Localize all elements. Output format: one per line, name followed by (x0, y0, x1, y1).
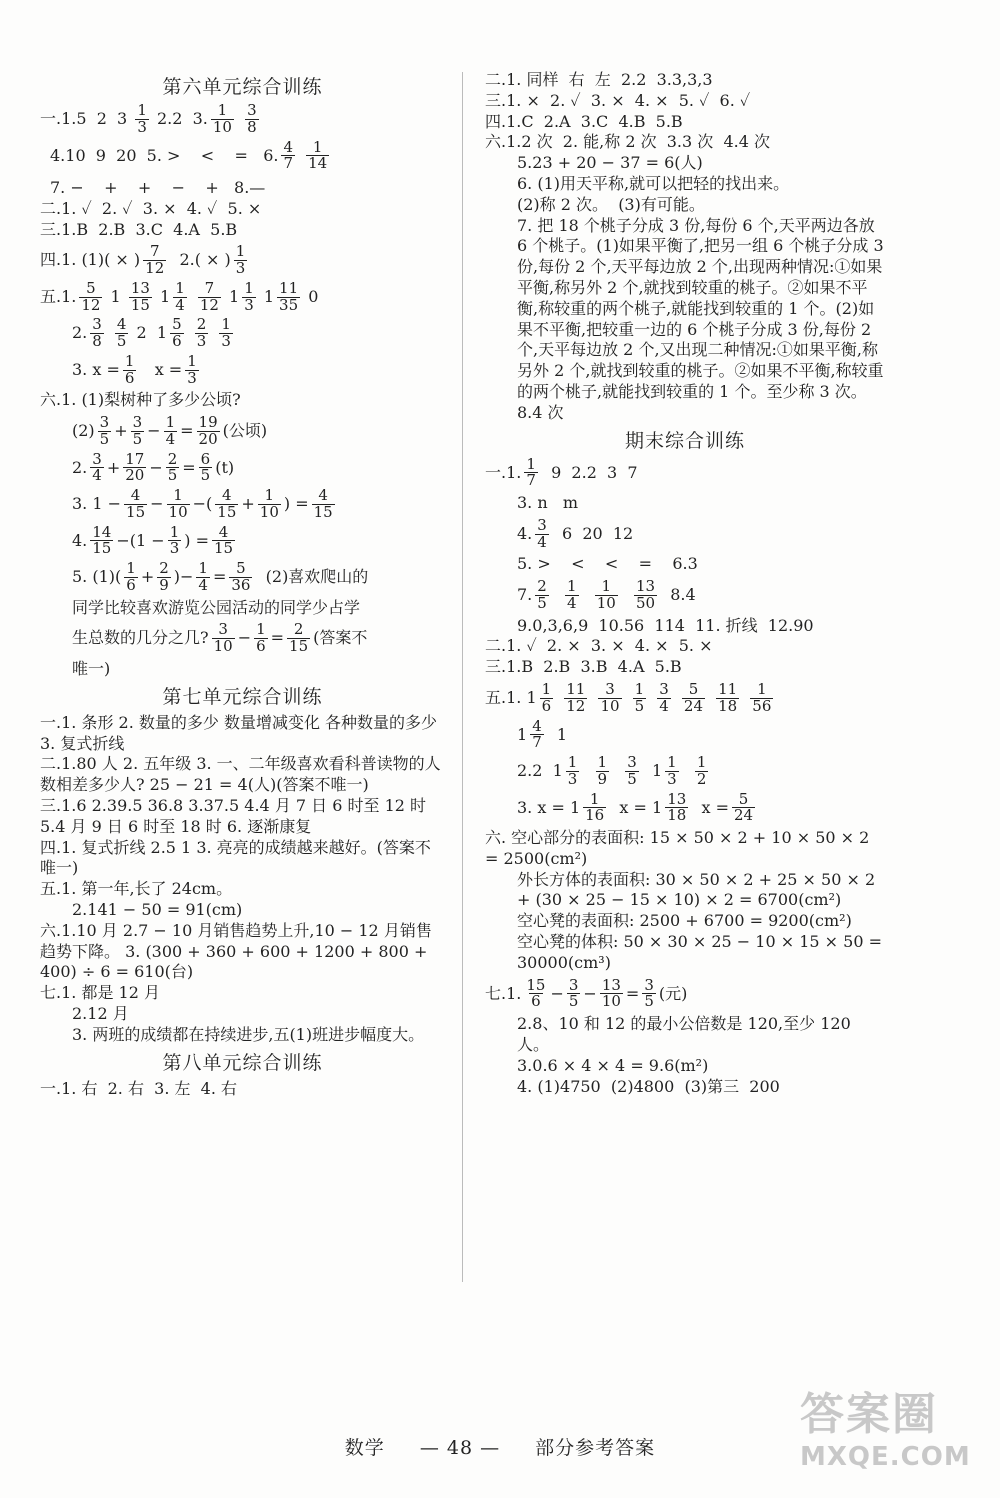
fraction (277, 278, 300, 314)
answer-line: 6. (1)用天平称,就可以把轻的找出来。 (517, 173, 790, 193)
answer-line: 7. $\frac{2}{5}$ $\frac{1}{4}$ $\frac{1}{10}$ $\frac{13}{50}$ 8.4 (517, 577, 696, 612)
section-title-unit6: 第六单元综合训练 (162, 76, 323, 98)
numerator: 3 (537, 515, 547, 534)
numerator: 1 (566, 577, 577, 596)
fraction (695, 755, 709, 788)
denominator: 4 (92, 466, 102, 485)
answer-line: 三.1.B 2.B 3.B 4.A 5.B (485, 657, 682, 677)
denominator: 10 (600, 696, 620, 715)
denominator: 9 (597, 769, 608, 788)
numerator: 1 (217, 101, 228, 119)
answer-line: 4. $\frac{3}{4}$ 6 20 12 (517, 515, 634, 551)
watermark-text: 答案圈 (800, 1389, 938, 1440)
fraction (196, 561, 210, 594)
denominator: 3 (667, 769, 677, 788)
denominator: 8 (247, 117, 257, 136)
denominator: 10 (601, 992, 621, 1011)
answer-line: 3. x = $\frac{1}{6}$ x = $\frac{1}{3}$ (72, 351, 197, 387)
fraction (199, 449, 213, 485)
answer-line: 六.1.10 月 2.7 − 10 月销售趋势上升,10 − 12 月销售趋势下降。 3. (300 + 360 + 600 + 1200 + 800 + 400) ÷ 6 = 610(台) (40, 920, 432, 982)
answer-line: 七.1. $\frac{15}{6}$ − $\frac{3}{5}$ − $\frac{13}{10}$ = $\frac{3}{5}$ (元) (485, 975, 688, 1011)
fraction (535, 579, 549, 612)
fraction (567, 975, 581, 1011)
answer-line: 五.1. $\frac{5}{12}$ 1 $\frac{13}{15}$ 1 $\frac{1}{4}$ $\frac{7}{12}$ 1 $\frac{1}{3}$ 1 $\frac{11}{35}$ 0 (40, 278, 319, 314)
answer-line: 同学比较喜欢游览公园活动的同学少占学 (72, 597, 361, 617)
denominator: 35 (279, 295, 299, 314)
fraction (306, 137, 329, 173)
fraction (524, 454, 538, 490)
denominator: 3 (567, 769, 578, 788)
fraction (164, 415, 178, 448)
numerator: 1 (634, 680, 645, 699)
answer-line: 二.1. 同样 右 左 2.2 3.3,3,3 (485, 70, 713, 89)
fraction (625, 755, 639, 788)
denominator: 2 (696, 769, 707, 788)
fraction (633, 682, 647, 715)
fraction (90, 522, 113, 558)
numerator: 3 (92, 315, 102, 334)
fraction (254, 622, 268, 655)
answer-line: 三.1.6 2.39.5 36.8 3.37.5 4.4 月 7 日 6 时至 12 时 5.4 月 9 日 6 时至 18 时 6. 逐渐康复 (40, 795, 427, 836)
denominator: 24 (683, 696, 704, 715)
answer-line: 一.1.5 2 3 $\frac{1}{3}$ 2.2 3. $\frac{1}{10}$ $\frac{3}{8}$ (40, 101, 257, 136)
fraction (258, 488, 281, 521)
column-divider (462, 72, 463, 1282)
numerator: 1 (541, 680, 552, 699)
fraction (598, 682, 621, 715)
denominator: 5 (132, 429, 143, 448)
fraction (535, 515, 549, 551)
denominator: 16 (585, 806, 605, 825)
numerator: 1 (221, 315, 231, 334)
answer-line: 空心凳的体积: 50 × 30 × 25 − 10 × 15 × 50 = 30000(cm³) (517, 932, 883, 972)
watermark-url: MXQE.COM (800, 1442, 971, 1472)
answer-line: 5.23 + 20 − 37 = 6(人) (517, 153, 703, 173)
answer-line: 5. > < < = 6.3 (517, 554, 698, 574)
answer-line: 8.4 次 (517, 402, 564, 422)
fraction (115, 317, 129, 350)
denominator: 3 (235, 259, 246, 278)
numerator: 3 (132, 413, 143, 432)
numerator: 1 (235, 242, 246, 261)
fraction (229, 561, 252, 594)
numerator: 1 (198, 559, 208, 578)
denominator: 18 (667, 806, 687, 825)
fraction (219, 317, 233, 350)
numerator: 1 (169, 522, 180, 541)
numerator: 7 (149, 242, 160, 261)
denominator: 50 (635, 593, 656, 612)
answer-line: 一.1. 条形 2. 数量的多少 数量增减变化 各种数量的多少 3. 复式折线 (40, 712, 438, 753)
denominator: 3 (221, 332, 231, 351)
denominator: 20 (125, 466, 145, 485)
numerator: 3 (644, 975, 654, 994)
numerator: 1 (126, 559, 136, 578)
denominator: 6 (172, 332, 182, 351)
fraction (168, 522, 182, 558)
fraction (312, 488, 335, 521)
numerator: 6 (200, 449, 211, 468)
denominator: 15 (213, 539, 234, 558)
answer-line: 4. $\frac{14}{15}$ −(1 − $\frac{1}{3}$ ) = $\frac{4}{15}$ (72, 522, 234, 558)
numerator: 1 (256, 620, 266, 639)
answer-line: (2) $\frac{3}{5}$ + $\frac{3}{5}$ − $\frac{1}{4}$ = $\frac{19}{20}$ (公顷) (72, 413, 268, 448)
fraction (211, 103, 234, 136)
answer-line: 五.1. 1 $\frac{1}{6}$ $\frac{11}{12}$ $\frac{3}{10}$ $\frac{1}{5}$ $\frac{3}{4}$ $\frac{5}{24}$ $\frac{11}{18}$ $\frac{1}{56}$ (485, 680, 772, 715)
answer-line: 七.1. 都是 12 月 (40, 983, 160, 1003)
fraction (657, 682, 671, 715)
fraction (287, 622, 310, 655)
fraction (131, 415, 145, 448)
answer-line: 3. 两班的成绩都在持续进步,五(1)班进步幅度大。 (72, 1024, 425, 1044)
numerator: 4 (532, 716, 542, 735)
numerator: 3 (99, 413, 110, 432)
fraction (129, 278, 152, 314)
fraction (245, 103, 259, 136)
denominator: 15 (313, 502, 333, 521)
right-column (485, 70, 885, 1097)
numerator: 4 (130, 486, 141, 505)
answer-line: 3. x = 1 $\frac{1}{16}$ x = 1 $\frac{13}{18}$ x = $\frac{5}{24}$ (517, 789, 754, 825)
fraction (682, 682, 705, 715)
numerator: 2 (196, 315, 207, 334)
numerator: 13 (667, 789, 687, 808)
numerator: 2 (537, 577, 547, 596)
numerator: 11 (718, 680, 738, 699)
answer-line: 二.1. ✓ 2. × 3. × 4. × 5. × (485, 636, 713, 656)
answer-line: 六. 空心部分的表面积: 15 × 50 × 2 + 10 × 50 × 2 = 2500(cm²) (485, 828, 870, 868)
numerator: 3 (627, 753, 637, 772)
denominator: 3 (137, 117, 147, 136)
fraction (123, 449, 146, 485)
answer-line: 3.0.6 × 4 × 4 = 9.6(m²) (517, 1055, 709, 1075)
numerator: 1 (124, 351, 135, 370)
numerator: 1 (667, 753, 677, 772)
fraction (124, 488, 147, 521)
answer-line: 四.1. (1)( × ) $\frac{7}{12}$ 2.( × ) $\frac{1}{3}$ (40, 242, 246, 278)
fraction (215, 488, 238, 521)
denominator: 24 (733, 806, 754, 825)
answer-line: 7. − + + − + 8.— (50, 178, 266, 197)
fraction (170, 317, 184, 350)
denominator: 10 (596, 593, 616, 612)
fraction (234, 244, 248, 277)
section-title-unit7: 第七单元综合训练 (162, 685, 323, 708)
denominator: 14 (308, 154, 328, 173)
numerator: 3 (218, 620, 228, 639)
answer-line: 3. n m (517, 493, 579, 513)
answer-line: 四.1.C 2.A 3.C 4.B 5.B (485, 111, 683, 131)
answer-line: 生总数的几分之几? $\frac{3}{10}$ − $\frac{1}{6}$ = $\frac{2}{15}$ (答案不 (72, 620, 368, 656)
fraction (600, 975, 623, 1011)
denominator: 3 (196, 332, 207, 351)
fraction (195, 317, 209, 350)
fraction (198, 278, 221, 314)
numerator: 1 (312, 137, 323, 156)
section-title-final: 期末综合训练 (624, 429, 745, 452)
denominator: 12 (199, 295, 219, 314)
fraction (583, 789, 606, 825)
numerator: 11 (566, 680, 586, 699)
fraction (634, 579, 657, 612)
denominator: 6 (124, 368, 135, 387)
denominator: 15 (130, 295, 150, 314)
numerator: 4 (283, 137, 294, 156)
numerator: 1 (165, 413, 176, 432)
numerator: 13 (635, 577, 656, 596)
numerator: 5 (688, 680, 699, 699)
fraction (564, 682, 587, 715)
numerator: 3 (568, 975, 579, 994)
fraction (90, 449, 104, 485)
denominator: 3 (244, 295, 254, 314)
denominator: 6 (126, 575, 136, 594)
fraction (135, 103, 149, 136)
fraction (212, 622, 235, 655)
numerator: 5 (236, 559, 246, 578)
denominator: 6 (541, 696, 552, 715)
denominator: 5 (200, 466, 211, 485)
denominator: 6 (531, 992, 541, 1011)
answer-line: 9.0,3,6,9 10.56 114 11. 折线 12.90 (517, 615, 814, 635)
fraction (242, 278, 256, 314)
fraction (124, 561, 138, 594)
answer-line: 二.1.80 人 2. 五年级 3. 一、二年级喜欢看科普读物的人数相差多少人? 25 − 21 = 4(人)(答案不唯一) (40, 754, 441, 795)
denominator: 5 (627, 769, 637, 788)
numerator: 1 (187, 351, 197, 370)
answer-line: 7. 把 18 个桃子分成 3 份,每份 6 个,天平两边各放 6 个桃子。(1)如果平衡了,把另一组 6 个桃子分成 3 份,每份 2 个,天平每边放 2 个,出现两种情况:①如果平衡,称另外 2 个,就找到较重的桃子。②如果不平衡,称较重的两个桃子,就能找到较重的 1 个。(2)如果不平衡,把较重一边的 6 个桃子分成 3 份,每份 2 个,天平每边放 2 个,又出现二种情况:①如果平衡,称另外 2 个,就找到较重的桃子。②如果不平衡,称较重的两个桃子,就能找到较重的 1 个。至少称 3 次。 (517, 215, 884, 401)
numerator: 4 (318, 486, 328, 505)
denominator: 10 (212, 117, 232, 136)
numerator: 7 (204, 278, 215, 297)
denominator: 5 (167, 466, 178, 485)
denominator: 5 (634, 696, 645, 715)
numerator: 4 (116, 315, 127, 334)
denominator: 12 (566, 696, 586, 715)
numerator: 15 (526, 975, 546, 994)
denominator: 9 (159, 575, 169, 594)
numerator: 3 (605, 680, 615, 699)
answer-line: 空心凳的表面积: 2500 + 6700 = 9200(cm²) (517, 911, 852, 931)
denominator: 4 (537, 532, 547, 551)
numerator: 1 (757, 680, 767, 699)
fraction (212, 522, 235, 558)
fraction (123, 351, 137, 387)
denominator: 5 (537, 593, 547, 612)
fraction (750, 682, 773, 715)
fraction (79, 278, 102, 314)
denominator: 20 (198, 429, 218, 448)
answer-line: 2. $\frac{3}{4}$ + $\frac{17}{20}$ − $\frac{2}{5}$ = $\frac{6}{5}$ (t) (72, 449, 235, 485)
denominator: 15 (289, 637, 309, 656)
numerator: 2 (293, 620, 304, 639)
fraction (157, 561, 171, 594)
numerator: 5 (738, 789, 749, 808)
numerator: 5 (172, 315, 182, 334)
numerator: 1 (175, 278, 185, 297)
fraction (167, 488, 190, 521)
denominator: 4 (566, 593, 577, 612)
fraction (524, 975, 547, 1011)
answer-line: 六.1. (1)梨树种了多少公顷? (40, 390, 241, 410)
fraction (716, 682, 739, 715)
denominator: 5 (644, 992, 654, 1011)
denominator: 56 (752, 696, 772, 715)
fraction (166, 449, 180, 485)
answer-line: 一.1. $\frac{1}{7}$ 9 2.2 3 7 (485, 454, 638, 490)
denominator: 15 (217, 502, 237, 521)
numerator: 3 (92, 449, 102, 468)
left-column (40, 70, 445, 1099)
answer-line: 2.141 − 50 = 91(cm) (72, 899, 243, 919)
denominator: 8 (92, 332, 102, 351)
numerator: 1 (173, 486, 183, 505)
numerator: 19 (198, 413, 218, 432)
denominator: 18 (718, 696, 738, 715)
footer-subject: 数学 (344, 1437, 385, 1459)
denominator: 3 (169, 539, 180, 558)
denominator: 5 (568, 992, 579, 1011)
answer-line: 4. (1)4750 (2)4800 (3)第三 200 (517, 1076, 780, 1096)
answer-line: 4.10 9 20 5. > < = 6. $\frac{4}{7}$ $\frac{1}{14}$ (50, 137, 328, 173)
fraction (566, 755, 580, 788)
footer-label: 部分参考答案 (535, 1437, 656, 1459)
fraction (665, 789, 688, 825)
numerator: 1 (597, 753, 608, 772)
answer-line: 三.1. × 2. ✓ 3. × 4. × 5. ✓ 6. ✓ (485, 90, 751, 110)
denominator: 4 (659, 696, 669, 715)
denominator: 6 (256, 637, 266, 656)
numerator: 14 (92, 522, 112, 541)
answer-line: 三.1.B 2.B 3.C 4.A 5.B (40, 219, 238, 239)
answer-line: (2)称 2 次。 (3)有可能。 (517, 194, 705, 214)
denominator: 10 (168, 502, 188, 521)
denominator: 4 (165, 429, 176, 448)
fraction (530, 716, 544, 752)
numerator: 17 (125, 449, 145, 468)
numerator: 13 (130, 278, 150, 297)
denominator: 5 (116, 332, 127, 351)
denominator: 10 (213, 637, 233, 656)
answer-line: 六.1.2 次 2. 能,称 2 次 3.3 次 4.4 次 (485, 132, 770, 152)
numerator: 1 (137, 101, 147, 119)
numerator: 1 (526, 454, 536, 473)
watermark-logo (800, 1378, 990, 1488)
denominator: 4 (198, 575, 208, 594)
numerator: 11 (279, 278, 299, 297)
answer-line: 外长方体的表面积: 30 × 50 × 2 + 25 × 50 × 2 + (30 × 25 − 15 × 10) × 2 = 6700(cm²) (517, 869, 876, 910)
answer-line: 2.12 月 (72, 1003, 129, 1023)
numerator: 1 (601, 577, 612, 596)
fraction (665, 755, 679, 788)
numerator: 13 (601, 975, 621, 994)
denominator: 12 (145, 259, 165, 278)
answer-line: 1 $\frac{4}{7}$ 1 (517, 716, 568, 752)
denominator: 36 (231, 575, 251, 594)
fraction (143, 244, 166, 277)
numerator: 2 (159, 559, 169, 578)
denominator: 12 (81, 295, 101, 314)
denominator: 15 (126, 502, 146, 521)
numerator: 5 (86, 278, 96, 297)
denominator: 7 (532, 733, 542, 752)
numerator: 3 (659, 680, 669, 699)
section-title-unit8: 第八单元综合训练 (162, 1051, 323, 1074)
answer-line: 一.1. 右 2. 右 3. 左 4. 右 (40, 1078, 238, 1098)
numerator: 1 (264, 486, 275, 505)
answer-line: 五.1. 第一年,长了 24cm。 (40, 879, 233, 899)
fraction (595, 579, 618, 612)
numerator: 3 (247, 101, 257, 119)
fraction (90, 317, 104, 350)
fraction (596, 755, 610, 788)
fraction (281, 137, 295, 173)
fraction (732, 789, 755, 825)
answer-line: 2.8、10 和 12 的最小公倍数是 120,至少 120 人。 (517, 1014, 851, 1054)
denominator: 3 (187, 368, 197, 387)
fraction (185, 351, 199, 387)
answer-line: 3. 1 − $\frac{4}{15}$ − $\frac{1}{10}$ −( $\frac{4}{15}$ + $\frac{1}{10}$ ) = $\frac{4}{15}$ (72, 486, 333, 521)
numerator: 2 (167, 449, 178, 468)
fraction (642, 975, 656, 1011)
numerator: 1 (696, 753, 707, 772)
denominator: 7 (526, 471, 536, 490)
denominator: 4 (175, 295, 185, 314)
numerator: 1 (567, 753, 578, 772)
page-number: — 48 — (419, 1437, 501, 1459)
numerator: 1 (244, 278, 254, 297)
answer-line: 四.1. 复式折线 2.5 1 3. 亮亮的成绩越来越好。(答案不唯一) (40, 837, 431, 878)
fraction (98, 415, 112, 448)
answer-line: 2. $\frac{3}{8}$ $\frac{4}{5}$ 2 1 $\frac{5}{6}$ $\frac{2}{3}$ $\frac{1}{3}$ (72, 315, 231, 351)
answer-line: 5. (1)( $\frac{1}{6}$ + $\frac{2}{9}$ )− $\frac{1}{4}$ = $\frac{5}{36}$ (2)喜欢爬山的 (72, 559, 369, 594)
answer-line: 二.1. ✓ 2. ✓ 3. × 4. ✓ 5. × (40, 198, 262, 218)
numerator: 4 (218, 522, 229, 541)
fraction (565, 579, 579, 612)
fraction (197, 415, 220, 448)
answer-line: 2.2 1 $\frac{1}{3}$ $\frac{1}{9}$ $\frac{3}{5}$ 1 $\frac{1}{3}$ $\frac{1}{2}$ (517, 753, 707, 788)
denominator: 7 (283, 154, 294, 173)
denominator: 15 (92, 539, 112, 558)
numerator: 4 (222, 486, 232, 505)
fraction (540, 682, 554, 715)
numerator: 1 (589, 789, 600, 808)
denominator: 5 (99, 429, 110, 448)
answer-line: 唯一) (72, 658, 111, 678)
fraction (173, 278, 187, 314)
denominator: 10 (259, 502, 279, 521)
